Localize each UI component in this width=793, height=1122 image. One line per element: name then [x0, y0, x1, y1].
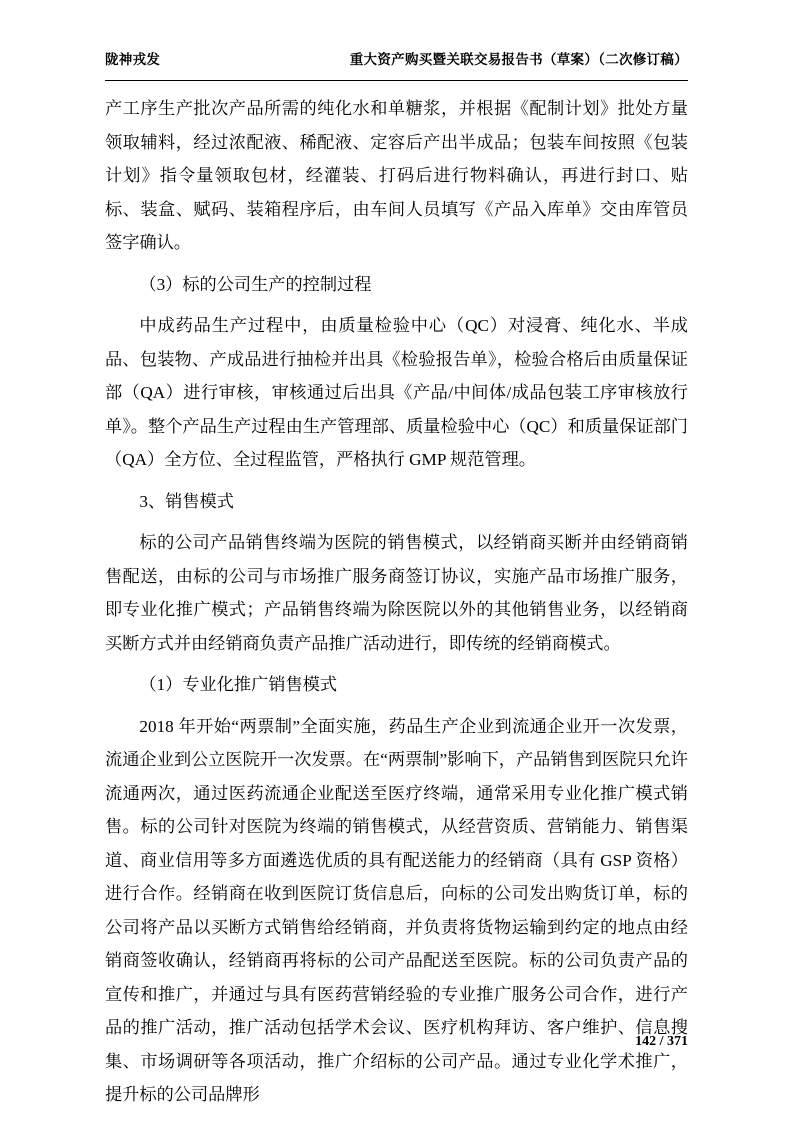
spacer — [105, 260, 688, 268]
page-number: 142 / 371 — [635, 1034, 688, 1049]
spacer — [105, 702, 688, 710]
header-company-name: 陇神戎发 — [105, 52, 161, 67]
paragraph-two-invoice-policy: 2018 年开始“两票制”全面实施，药品生产企业到流通企业开一次发票，流通企业到公立医院开一次发票。在“两票制”影响下，产品销售到医院只允许流通两次，通过医药流通企业配送至医疗终端，通常采用专业化推广模式销售。标的公司针对医院为终端的销售模式，从经营资质、营销能力、销售渠道、商业信用等多方面遴选优质的具有配送能力的经销商（具有 GSP 资格）进行合作。经销商在收到医院订货信息后，向标的公司发出购货订单，标的公司将产品以买断方式销售给经销商，并负责将货物运输到约定的地点由经销商签收确认，经销商再将标的公司产品配送至医院。标的公司负责产品的宣传和推广，并通过与具有医药营销经验的专业推广服务公司合作，进行产品的推广活动，推广活动包括学术会议、医疗机构拜访、客户维护、信息搜集、市场调研等各项活动，推广介绍标的公司产品。通过专业化学术推广，提升标的公司品牌形 — [105, 716, 688, 1104]
paragraph-sales-model: 标的公司产品销售终端为医院的销售模式，以经销商买断并由经销商销售配送，由标的公司与市场推广服务商签订协议，实施产品市场推广服务，即专业化推广模式；产品销售终端为除医院以外的其他销售业务，以经销商买断方式并由经销商负责产品推广活动进行，即传统的经销商模式。 — [105, 533, 688, 653]
header-divider — [105, 80, 688, 81]
spacer — [105, 301, 688, 309]
page-header — [105, 48, 688, 68]
paragraph-continued: 产工序生产批次产品所需的纯化水和单糖浆，并根据《配制计划》批处方量领取辅料，经过浓配液、稀配液、定容后产出半成品；包装车间按照《包装计划》指令量领取包材，经灌装、打码后进行物料确认，再进行封口、贴标、装盒、赋码、装箱程序后，由车间人员填写《产品入库单》交由库管员签字确认。 — [105, 99, 688, 252]
paragraph-quality-control: 中成药品生产过程中，由质量检验中心（QC）对浸膏、纯化水、半成品、包装物、产成品进行抽检并出具《检验报告单》，检验合格后由质量保证部（QA）进行审核，审核通过后出具《产品/中间体/成品包装工序审核放行单》。整个产品生产过程由生产管理部、质量检验中心（QC）和质量保证部门（QA）全方位、全过程监管，严格执行 GMP 规范管理。 — [105, 316, 688, 469]
heading-professional-promotion: （1）专业化推广销售模式 — [139, 675, 338, 694]
spacer — [105, 518, 688, 526]
heading-control-process: （3）标的公司生产的控制过程 — [139, 274, 372, 294]
heading-sales-model: 3、销售模式 — [139, 491, 234, 511]
header-document-title: 重大资产购买暨关联交易报告书（草案）（二次修订稿） — [349, 52, 688, 67]
page-content — [105, 92, 688, 1112]
spacer — [105, 477, 688, 485]
spacer — [105, 660, 688, 668]
